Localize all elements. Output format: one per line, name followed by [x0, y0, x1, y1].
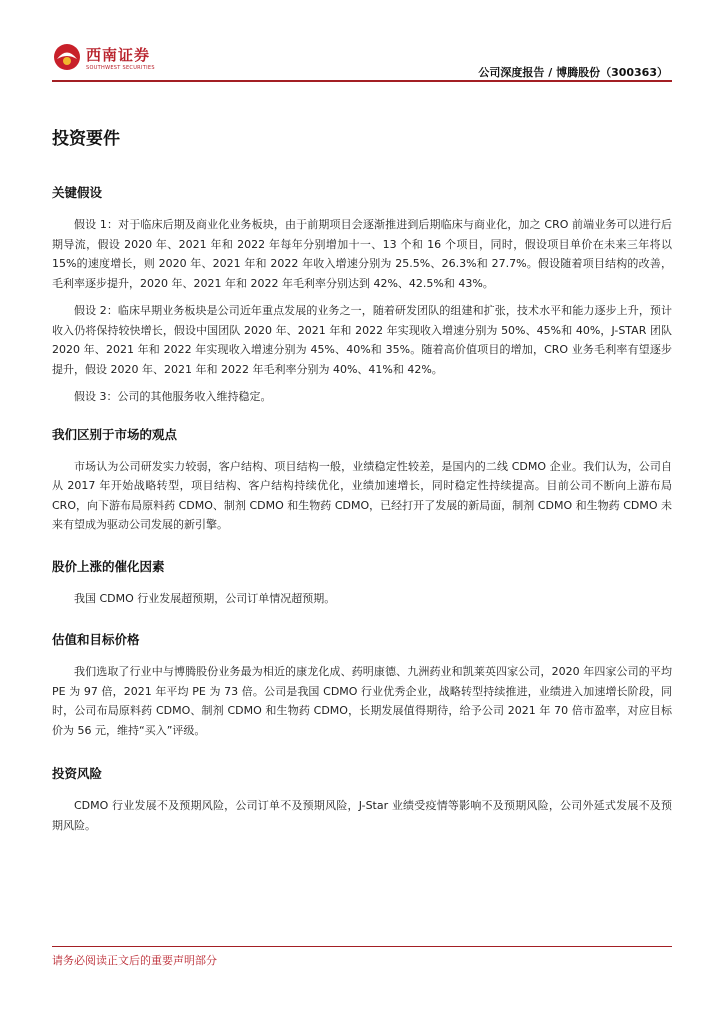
paragraph: 市场认为公司研发实力较弱，客户结构、项目结构一般，业绩稳定性较差，是国内的二线 CDMO 企业。我们认为，公司自从 2017 年开始战略转型，项目结构、客户结构持续优化，业绩加速增长，同时稳定性持续提高。目前公司不断向上游布局 CRO，向下游布局原料药 CDMO、制剂 CDMO 和生物药 CDMO，已经打开了发展的新局面，制剂 CDMO 和生物药 CDMO 未来有望成为驱动公司发展的新引擎。 [52, 459, 672, 531]
footer-divider [52, 946, 672, 947]
section-catalysts [52, 557, 672, 609]
footer-disclaimer: 请务必阅读正文后的重要声明部分 [52, 954, 217, 967]
paragraph: CDMO 行业发展不及预期风险，公司订单不及预期风险，J-Star 业绩受疫情等影响不及预期风险，公司外延式发展不及预期风险。 [52, 799, 672, 832]
section-title: 估值和目标价格 [52, 632, 140, 647]
paragraph: 我们选取了行业中与博腾股份业务最为相近的康龙化成、药明康德、九洲药业和凯莱英四家公司，2020 年四家公司的平均 PE 为 97 倍，2021 年平均 PE 为 73 倍。公司是我国 CDMO 行业优秀企业，战略转型持续推进，业绩进入加速增长阶段，同时，公司布局原料药 CDMO、制剂 CDMO 和生物药 CDMO，长期发展值得期待，给予公司 2021 年 70 倍市盈率，对应目标价为 56 元，维持“买入”评级。 [52, 665, 672, 737]
paragraph: 假设 3：公司的其他服务收入维持稳定。 [74, 390, 272, 403]
paragraph: 假设 1：对于临床后期及商业化业务板块，由于前期项目会逐渐推进到后期临床与商业化，加之 CRO 前端业务可以进行后期导流，假设 2020 年、2021 年和 2022 年每年分别增加十一、13 个和 16 个项目，同时，假设项目单价在未来三年将以 15%的速度增长，则 2020 年、2021 年和 2022 年收入增速分别为 25.5%、26.3%和 27.7%。假设随着项目结构的改善，毛利率逐步提升，2020 年、2021 年和 2022 年毛利率分别达到 42%、42.5%和 43%。 [52, 218, 672, 290]
page-header [52, 40, 672, 78]
page-title: 投资要件 [52, 129, 120, 149]
section-valuation [52, 630, 672, 740]
logo-english-name: SOUTHWEST SECURITIES [86, 65, 155, 71]
section-title: 关键假设 [52, 185, 103, 200]
section-title: 我们区别于市场的观点 [52, 426, 178, 442]
paragraph: 我国 CDMO 行业发展超预期，公司订单情况超预期。 [74, 591, 336, 605]
section-investment-risks [52, 764, 672, 835]
report-title: 公司深度报告 / 博腾股份（300363） [478, 66, 668, 79]
section-key-assumptions [52, 183, 672, 407]
header-divider [52, 80, 672, 82]
logo-chinese-name: 西南证券 [86, 46, 151, 64]
section-title: 投资风险 [52, 766, 103, 781]
document-body [52, 124, 672, 843]
section-differentiated-view [52, 425, 672, 535]
logo-emblem-icon [52, 42, 82, 72]
section-title: 股价上涨的催化因素 [52, 558, 165, 574]
company-logo [52, 40, 162, 76]
paragraph: 假设 2：临床早期业务板块是公司近年重点发展的业务之一，随着研发团队的组建和扩张，技术水平和能力逐步上升，预计收入仍将保持较快增长，假设中国团队 2020 年、2021 年和 2022 年实现收入增速分别为 50%、45%和 40%，J-STAR 团队 2020 年、2021 年和 2022 年实现收入增速分别为 45%、40%和 35%。随着高价值项目的增加，CRO 业务毛利率有望逐步提升，假设 2020 年、2021 年和 2022 年毛利率分别为 40%、41%和 42%。 [52, 304, 672, 376]
